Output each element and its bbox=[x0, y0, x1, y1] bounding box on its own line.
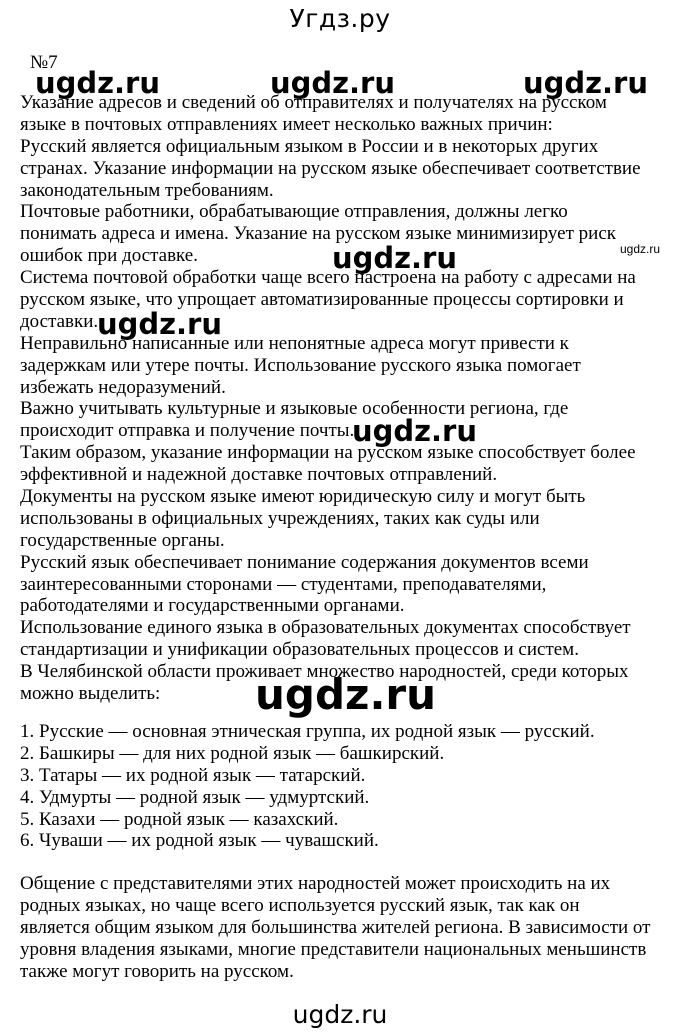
text-line: 6. Чуваши — их родной язык — чувашский. bbox=[20, 830, 379, 852]
answer-text-block-1 bbox=[20, 92, 680, 705]
text-line: 5. Казахи — родной язык — казахский. bbox=[20, 808, 339, 830]
text-line: понимать адреса и имена. Указание на русском языке минимизирует риск bbox=[20, 223, 616, 245]
text-line: Таким образом, указание информации на русском языке способствует более bbox=[20, 442, 636, 464]
watermark-2: ugdz.ru bbox=[270, 66, 396, 100]
text-line: Система почтовой обработки чаще всего настроена на работу с адресами на bbox=[20, 267, 636, 289]
text-line: Использование единого языка в образовательных документах способствует bbox=[20, 617, 631, 639]
watermark-5: ugdz.ru bbox=[332, 241, 458, 275]
text-line: 2. Башкиры — для них родной язык — башкирский. bbox=[20, 742, 445, 764]
text-line: русском языке, что упрощает автоматизированные процессы сортировки и bbox=[20, 289, 624, 311]
text-line: также могут говорить на русском. bbox=[20, 960, 294, 982]
watermark-3: ugdz.ru bbox=[523, 66, 649, 100]
text-line: задержкам или утере почты. Использование русского языка помогает bbox=[20, 354, 581, 376]
text-line: доставки. bbox=[20, 310, 99, 332]
text-line: заинтересованными сторонами — студентами, преподавателями, bbox=[20, 573, 547, 595]
text-line: Неправильно написанные или непонятные адреса могут привести к bbox=[20, 332, 569, 354]
text-line: уровня владения языками, многие представители национальных меньшинств bbox=[20, 938, 647, 960]
text-line: эффективной и надежной доставке почтовых отправлений. bbox=[20, 464, 498, 486]
watermark-7: ugdz.ru bbox=[352, 414, 478, 448]
answer-text-block-3 bbox=[20, 873, 680, 982]
text-line: стандартизации и унификации образовательных процессов и систем. bbox=[20, 639, 579, 661]
watermark-8: ugdz.ru bbox=[255, 670, 437, 719]
text-line: Указание адресов и сведений об отправителях и получателях на русском bbox=[20, 92, 607, 113]
text-line: 1. Русские — основная этническая группа, их родной язык — русский. bbox=[20, 721, 595, 742]
text-line: Русский язык обеспечивает понимание содержания документов всеми bbox=[20, 551, 589, 573]
watermark-6: ugdz.ru bbox=[97, 307, 223, 341]
text-line: происходит отправка и получение почты. bbox=[20, 420, 355, 442]
text-line: законодательным требованиям. bbox=[20, 179, 274, 201]
site-title: Угдз.ру bbox=[289, 4, 391, 33]
text-line: государственные органы. bbox=[20, 529, 225, 551]
text-line: работодателями и государственными органами. bbox=[20, 595, 405, 617]
text-line: избежать недоразумений. bbox=[20, 376, 226, 398]
text-line: 4. Удмурты — родной язык — удмуртский. bbox=[20, 786, 370, 808]
text-line: ошибок при доставке. bbox=[20, 245, 198, 267]
text-line: Важно учитывать культурные и языковые особенности региона, где bbox=[20, 398, 569, 420]
text-line: родных языках, но чаще всего используется русский язык, так как он bbox=[20, 894, 580, 916]
text-line: является общим языком для большинства жителей региона. В зависимости от bbox=[20, 916, 651, 938]
text-line: языке в почтовых отправлениях имеет несколько важных причин: bbox=[20, 113, 553, 135]
text-line: В Челябинской области проживает множество народностей, среди которых bbox=[20, 661, 629, 683]
text-line: можно выделить: bbox=[20, 683, 161, 705]
peoples-list bbox=[20, 721, 680, 852]
text-line: Почтовые работники, обрабатывающие отправления, должны легко bbox=[20, 201, 568, 223]
footer-site: ugdz.ru bbox=[292, 1000, 388, 1029]
text-line: Русский является официальным языком в России и в некоторых других bbox=[20, 135, 599, 157]
text-line: странах. Указание информации на русском языке обеспечивает соответствие bbox=[20, 157, 641, 179]
text-line: 3. Татары — их родной язык — татарский. bbox=[20, 764, 366, 786]
watermark-1: ugdz.ru bbox=[35, 66, 161, 100]
task-number: №7 bbox=[30, 52, 58, 73]
text-line: Общение с представителями этих народностей может происходить на их bbox=[20, 873, 611, 894]
watermark-4: ugdz.ru bbox=[620, 242, 661, 256]
text-line: использованы в официальных учреждениях, таких как суды или bbox=[20, 507, 540, 529]
text-line: Документы на русском языке имеют юридическую силу и могут быть bbox=[20, 486, 586, 508]
